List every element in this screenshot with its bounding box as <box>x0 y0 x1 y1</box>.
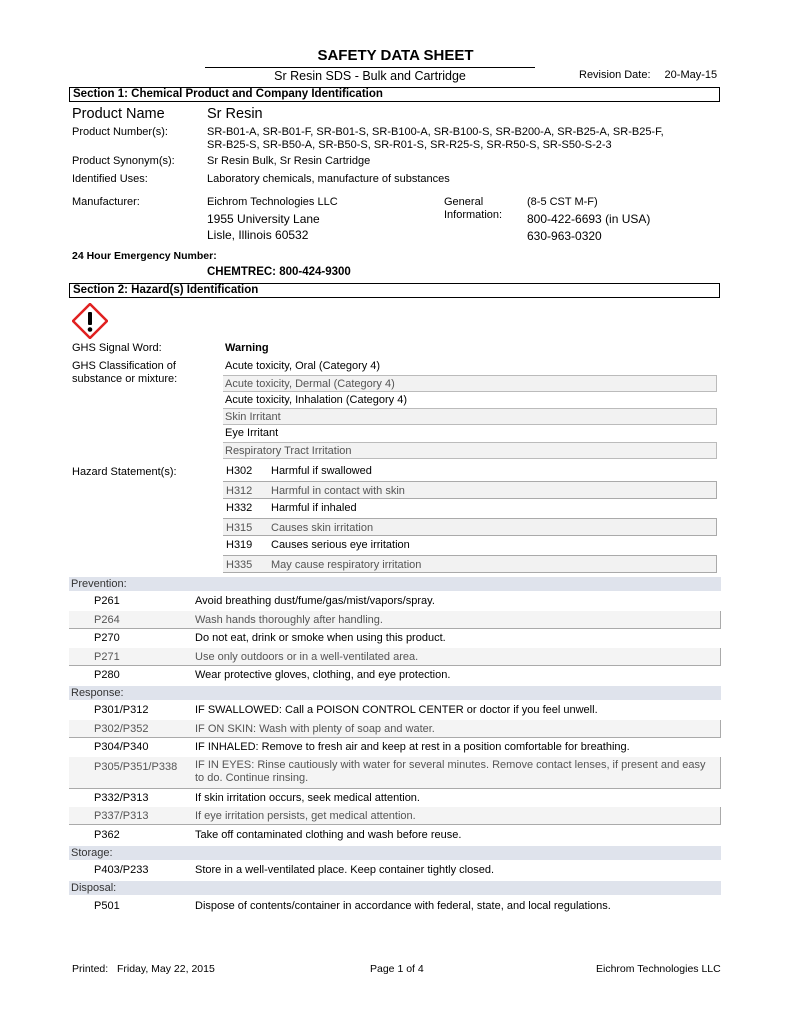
emergency-label: 24 Hour Emergency Number: <box>72 250 217 262</box>
precaution-code: P304/P340 <box>94 741 149 753</box>
precaution-row <box>69 757 721 789</box>
precaution-code: P264 <box>94 614 120 626</box>
precaution-code: P261 <box>94 595 120 607</box>
precaution-code: P301/P312 <box>94 704 149 716</box>
hazard-text: Harmful in contact with skin <box>271 485 405 497</box>
hazard-code: H319 <box>226 539 253 551</box>
printed-label: Printed: <box>72 963 109 975</box>
hazard-row <box>223 536 717 554</box>
precaution-text: Take off contaminated clothing and wash before reuse. <box>195 829 462 841</box>
precaution-text: Store in a well-ventilated place. Keep container tightly closed. <box>195 864 495 876</box>
hazard-code: H315 <box>226 522 253 534</box>
precaution-row <box>69 738 721 756</box>
hazard-statements-label: Hazard Statement(s): <box>72 466 177 478</box>
page-number: Page 1 of 4 <box>370 963 424 975</box>
signal-word: Warning <box>225 342 269 354</box>
classification-label1: GHS Classification of <box>72 360 176 372</box>
precaution-text: Dispose of contents/container in accordance with federal, state, and local regulations. <box>195 900 611 912</box>
precaution-code: P362 <box>94 829 120 841</box>
precaution-text: If skin irritation occurs, seek medical attention. <box>195 792 420 804</box>
precaution-text: Avoid breathing dust/fume/gas/mist/vapors/spray. <box>195 595 435 607</box>
manufacturer-address1: 1955 University Lane <box>207 212 320 226</box>
classification-item <box>223 392 717 409</box>
identified-uses-label: Identified Uses: <box>72 173 148 185</box>
precaution-text: Wash hands thoroughly after handling. <box>195 614 383 626</box>
section2-header: Section 2: Hazard(s) Identification <box>69 283 720 298</box>
precaution-text: Do not eat, drink or smoke when using this product. <box>195 632 446 644</box>
hazard-row <box>223 555 717 573</box>
hazard-code: H335 <box>226 559 253 571</box>
precaution-code: P501 <box>94 900 120 912</box>
hazard-text: Harmful if inhaled <box>271 502 357 514</box>
precaution-row <box>69 807 721 825</box>
precaution-text: IF ON SKIN: Wash with plenty of soap and water. <box>195 723 435 735</box>
classification-label2: substance or mixture: <box>72 373 178 385</box>
classification-text: Acute toxicity, Oral (Category 4) <box>225 360 381 372</box>
document-title: SAFETY DATA SHEET <box>317 47 474 64</box>
classification-item <box>223 408 717 425</box>
precaution-row <box>69 861 721 879</box>
precaution-text: If eye irritation persists, get medical attention. <box>195 810 416 822</box>
classification-item <box>223 442 717 459</box>
phone-international: 630-963-0320 <box>527 229 602 243</box>
classification-item <box>223 358 717 375</box>
hazard-code: H302 <box>226 465 253 477</box>
product-numbers-line2: SR-B25-S, SR-B50-A, SR-B50-S, SR-R01-S, SR-R25-S, SR-R50-S, SR-S50-S-2-3 <box>207 139 612 151</box>
revision-date <box>579 69 717 81</box>
precaution-row <box>69 629 721 647</box>
precaution-code: P305/P351/P338 <box>94 761 178 773</box>
manufacturer-name: Eichrom Technologies LLC <box>207 196 338 208</box>
general-info-label2: Information: <box>444 209 503 221</box>
precaution-text: Use only outdoors or in a well-ventilated area. <box>195 651 419 663</box>
precaution-text: Wear protective gloves, clothing, and eye protection. <box>195 669 451 681</box>
document-subtitle: Sr Resin SDS - Bulk and Cartridge <box>205 67 535 83</box>
product-name-label: Product Name <box>72 106 165 122</box>
revision-value: 20-May-15 <box>664 69 718 81</box>
hazard-row <box>223 518 717 536</box>
exclamation-hazard-icon <box>72 303 108 339</box>
precaution-code: P270 <box>94 632 120 644</box>
hazard-row <box>223 499 717 517</box>
disposal-band: Disposal: <box>69 881 721 895</box>
response-band: Response: <box>69 686 721 700</box>
hazard-text: May cause respiratory irritation <box>271 559 422 571</box>
classification-text: Respiratory Tract Irritation <box>225 445 352 457</box>
printed-date <box>72 963 215 975</box>
hazard-text: Causes skin irritation <box>271 522 374 534</box>
precaution-row <box>69 666 721 684</box>
precaution-text: IF INHALED: Remove to fresh air and keep at rest in a position comfortable for breathing. <box>195 741 630 753</box>
precaution-code: P403/P233 <box>94 864 149 876</box>
precaution-code: P337/P313 <box>94 810 149 822</box>
precaution-text: IF SWALLOWED: Call a POISON CONTROL CENTER or doctor if you feel unwell. <box>195 704 598 716</box>
general-info-label1: General <box>444 196 484 208</box>
phone-usa: 800-422-6693 (in USA) <box>527 212 651 226</box>
prevention-band: Prevention: <box>69 577 721 591</box>
hazard-text: Causes serious eye irritation <box>271 539 410 551</box>
hazard-code: H312 <box>226 485 253 497</box>
precaution-text: IF IN EYES: Rinse cautiously with water for several minutes. Remove contact lenses, if present and easy to do. Continue rinsing. <box>195 759 706 784</box>
precaution-code: P280 <box>94 669 120 681</box>
classification-text: Eye Irritant <box>225 427 279 439</box>
hazard-row <box>223 481 717 499</box>
product-number-label: Product Number(s): <box>72 126 168 138</box>
precaution-code: P332/P313 <box>94 792 149 804</box>
classification-text: Skin Irritant <box>225 411 281 423</box>
classification-item <box>223 375 717 392</box>
manufacturer-address2: Lisle, Illinois 60532 <box>207 228 309 242</box>
section1-header: Section 1: Chemical Product and Company Identification <box>69 87 720 102</box>
business-hours: (8-5 CST M-F) <box>527 196 598 208</box>
classification-text: Acute toxicity, Inhalation (Category 4) <box>225 394 407 406</box>
precaution-code: P302/P352 <box>94 723 149 735</box>
precaution-row <box>69 826 721 844</box>
manufacturer-label: Manufacturer: <box>72 196 140 208</box>
hazard-row <box>223 462 717 480</box>
classification-item <box>223 425 717 442</box>
precaution-row <box>69 720 721 738</box>
footer-company: Eichrom Technologies LLC <box>596 963 721 975</box>
printed-value: Friday, May 22, 2015 <box>116 963 215 975</box>
identified-uses: Laboratory chemicals, manufacture of substances <box>207 173 450 185</box>
precaution-code: P271 <box>94 651 120 663</box>
classification-text: Acute toxicity, Dermal (Category 4) <box>225 378 395 390</box>
precaution-row <box>69 897 721 915</box>
revision-label: Revision Date: <box>579 69 651 81</box>
synonyms-label: Product Synonym(s): <box>72 155 175 167</box>
precaution-row <box>69 789 721 807</box>
precaution-row <box>69 592 721 610</box>
emergency-number: CHEMTREC: 800-424-9300 <box>207 266 351 278</box>
hazard-text: Harmful if swallowed <box>271 465 372 477</box>
hazard-code: H332 <box>226 502 253 514</box>
synonyms: Sr Resin Bulk, Sr Resin Cartridge <box>207 155 371 167</box>
storage-band: Storage: <box>69 846 721 860</box>
precaution-row <box>69 611 721 629</box>
precaution-row <box>69 648 721 666</box>
signal-word-label: GHS Signal Word: <box>72 342 162 354</box>
product-numbers-line1: SR-B01-A, SR-B01-F, SR-B01-S, SR-B100-A, SR-B100-S, SR-B200-A, SR-B25-A, SR-B25-F, <box>207 126 664 138</box>
precaution-row <box>69 701 721 719</box>
product-name: Sr Resin <box>207 106 263 122</box>
